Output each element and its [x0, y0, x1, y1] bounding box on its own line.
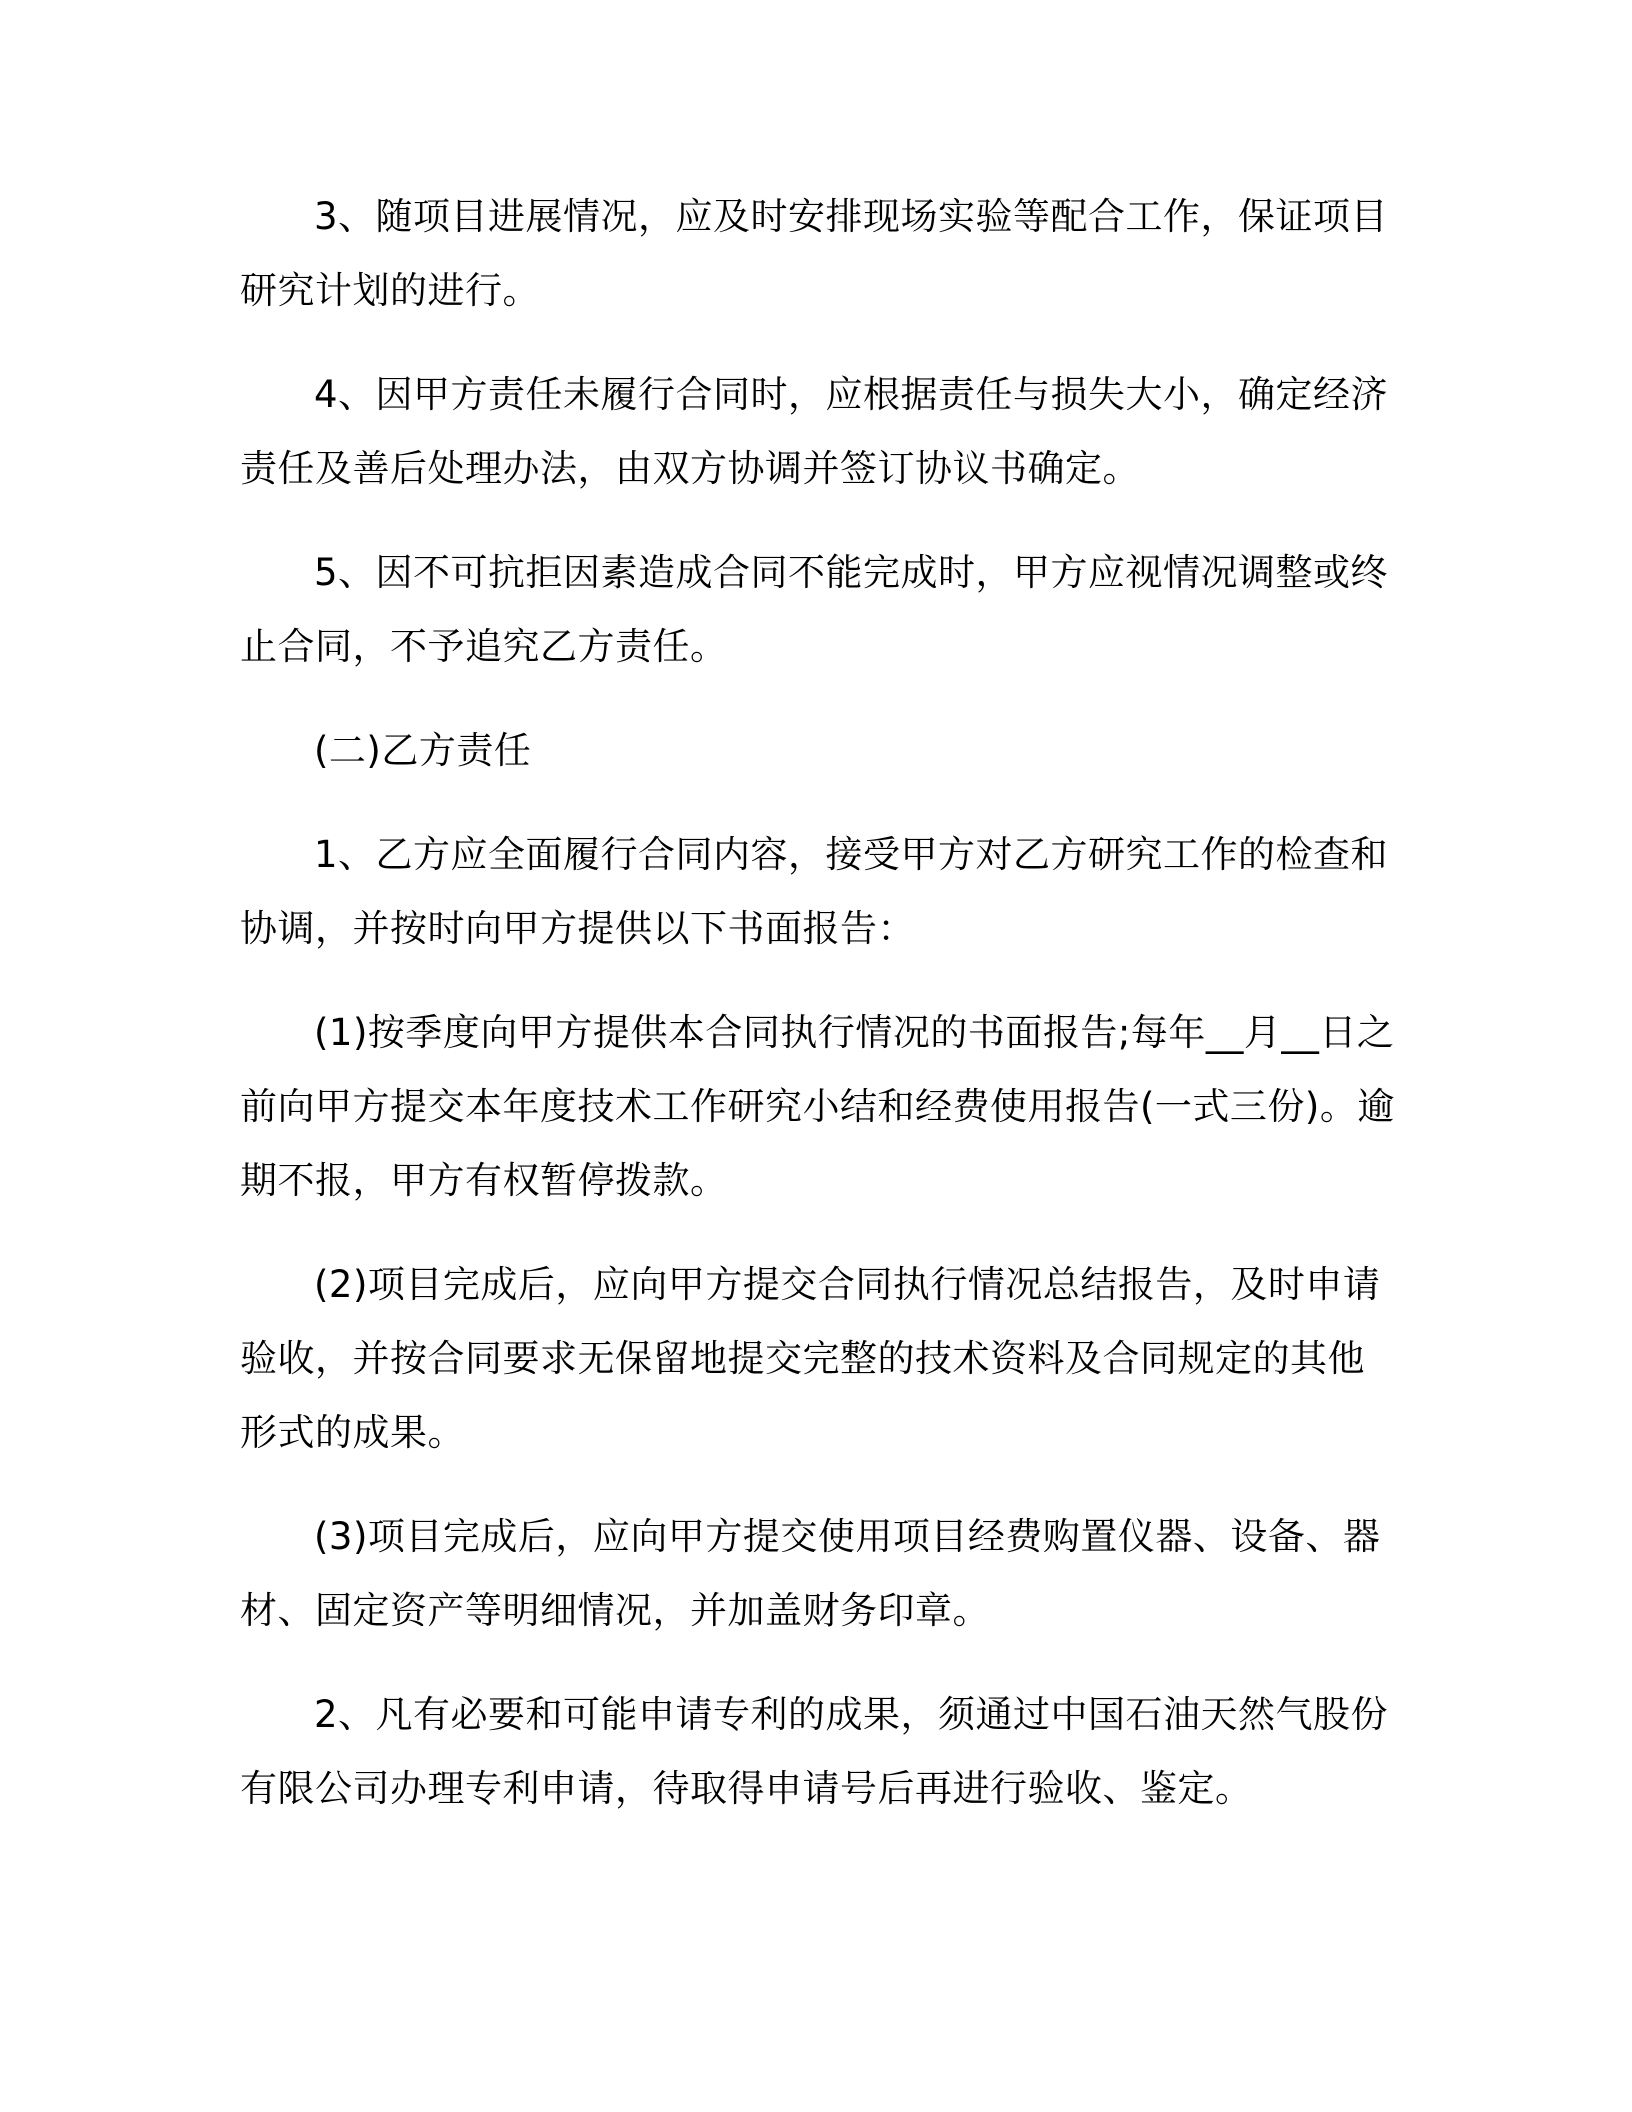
paragraph [240, 996, 1402, 1218]
paragraph [240, 1500, 1402, 1648]
paragraph-line: 1、乙方应全面履行合同内容，接受甲方对乙方研究工作的检查和 [314, 833, 1389, 876]
paragraph [240, 818, 1402, 966]
paragraph-line: (二)乙方责任 [314, 729, 532, 772]
paragraph-line: 研究计划的进行。 [240, 269, 540, 312]
paragraph [240, 714, 1402, 788]
paragraph-line: (3)项目完成后，应向甲方提交使用项目经费购置仪器、设备、器 [314, 1515, 1381, 1558]
paragraph-line: 前向甲方提交本年度技术工作研究小结和经费使用报告(一式三份)。逾 [240, 1085, 1395, 1128]
paragraph [240, 180, 1402, 328]
paragraph-line: 协调，并按时向甲方提供以下书面报告： [240, 907, 915, 950]
paragraph-line: 2、凡有必要和可能申请专利的成果，须通过中国石油天然气股份 [314, 1693, 1389, 1736]
paragraph [240, 358, 1402, 506]
paragraph-line: 3、随项目进展情况，应及时安排现场实验等配合工作，保证项目 [314, 195, 1389, 238]
paragraph-line: 有限公司办理专利申请，待取得申请号后再进行验收、鉴定。 [240, 1767, 1253, 1810]
paragraph-line: 止合同，不予追究乙方责任。 [240, 625, 728, 668]
paragraph-line: 形式的成果。 [240, 1411, 465, 1454]
paragraph-line: 期不报，甲方有权暂停拨款。 [240, 1159, 728, 1202]
document-body [240, 180, 1402, 1856]
paragraph-line: 验收，并按合同要求无保留地提交完整的技术资料及合同规定的其他 [240, 1337, 1365, 1380]
paragraph-line: 4、因甲方责任未履行合同时，应根据责任与损失大小，确定经济 [314, 373, 1389, 416]
paragraph [240, 1248, 1402, 1470]
paragraph [240, 1678, 1402, 1826]
paragraph-line: (1)按季度向甲方提供本合同执行情况的书面报告;每年__月__日之 [314, 1011, 1395, 1054]
paragraph-line: 材、固定资产等明细情况，并加盖财务印章。 [240, 1589, 990, 1632]
paragraph-line: 责任及善后处理办法，由双方协调并签订协议书确定。 [240, 447, 1140, 490]
paragraph-line: 5、因不可抗拒因素造成合同不能完成时，甲方应视情况调整或终 [314, 551, 1389, 594]
paragraph [240, 536, 1402, 684]
paragraph-line: (2)项目完成后，应向甲方提交合同执行情况总结报告，及时申请 [314, 1263, 1381, 1306]
